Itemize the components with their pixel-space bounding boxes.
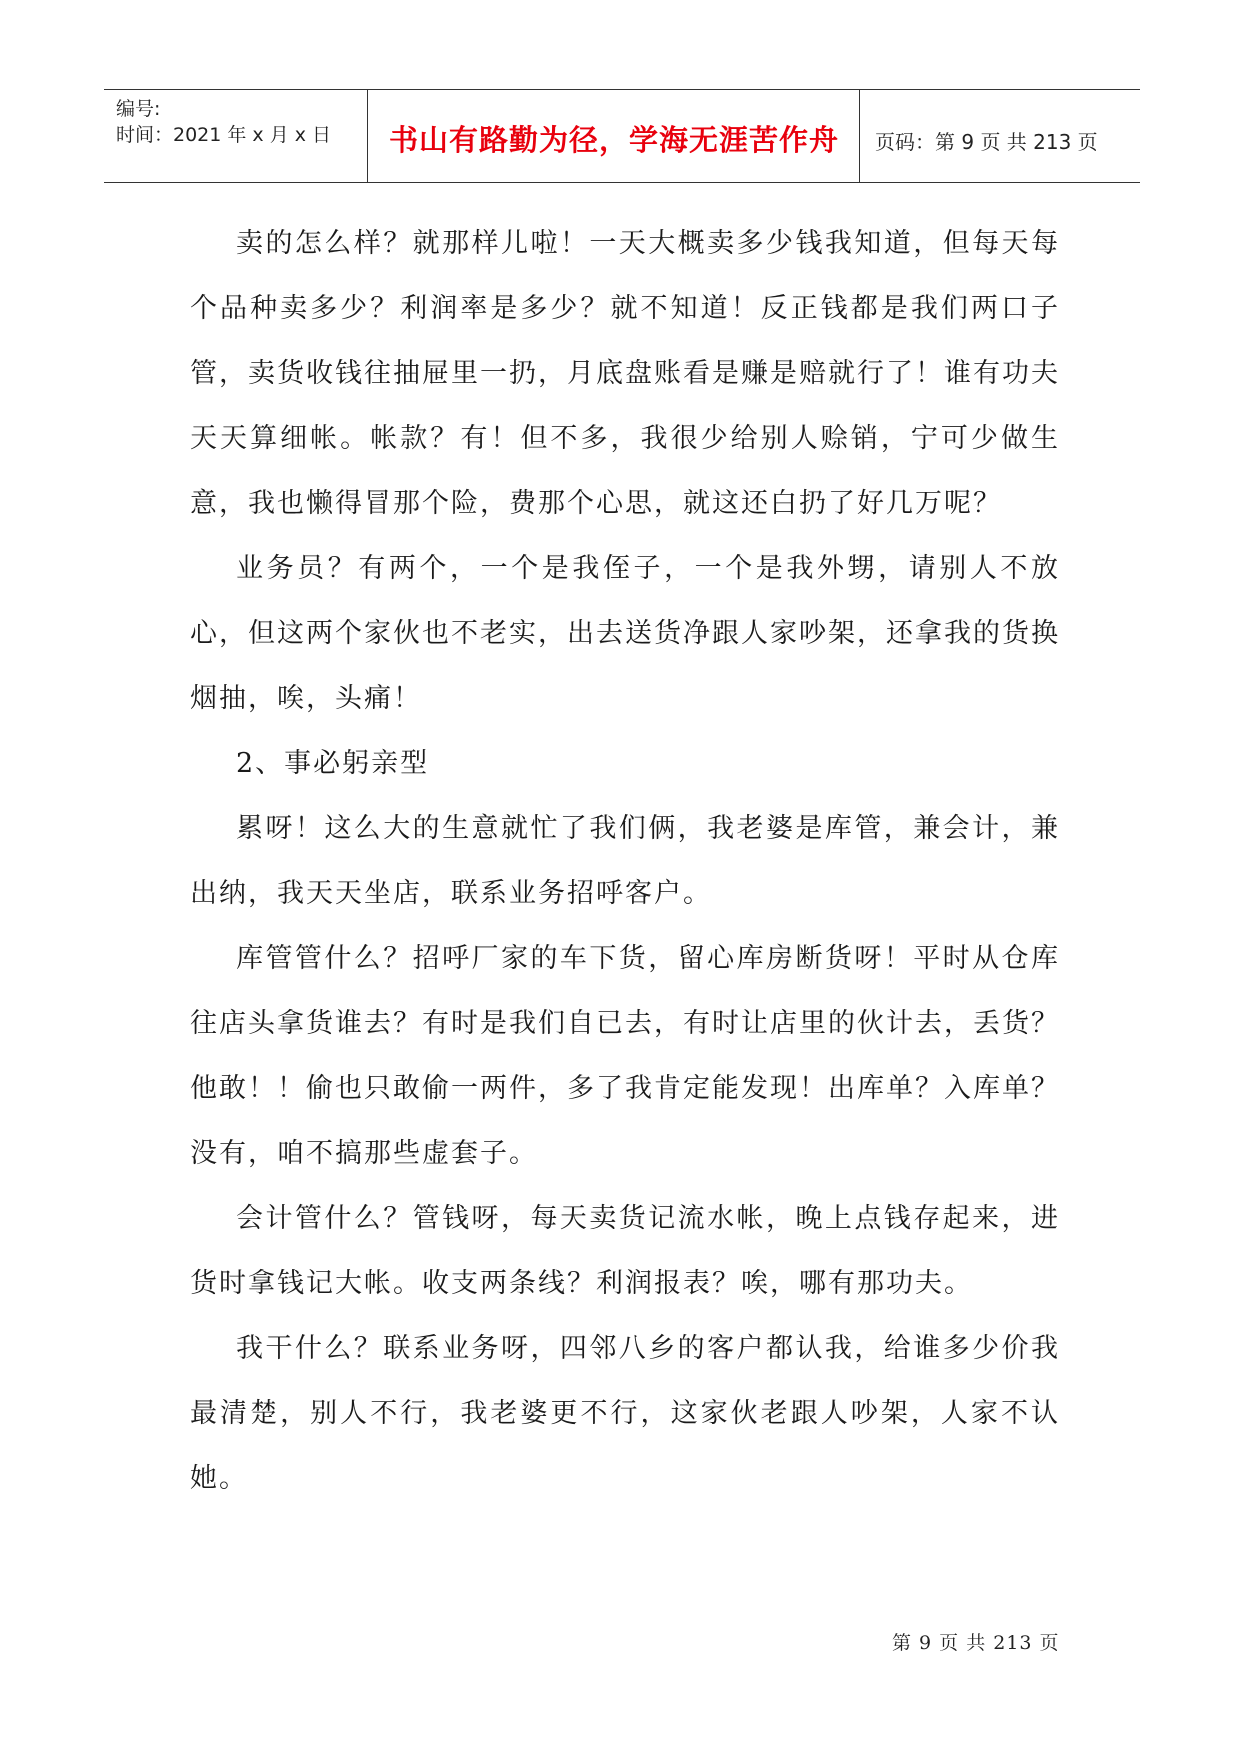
page-header [104, 89, 1140, 183]
page-label: 页码：第 9 页 共 213 页 [875, 130, 1098, 154]
paragraph: 会计管什么？管钱呀，每天卖货记流水帐，晚上点钱存起来，进货时拿钱记大帐。收支两条线？利润报表？唉，哪有那功夫。 [190, 1203, 1060, 1299]
paragraph: 卖的怎么样？就那样儿啦！一天大概卖多少钱我知道，但每天每个品种卖多少？利润率是多少？就不知道！反正钱都是我们两口子管，卖货收钱往抽屉里一扔，月底盘账看是赚是赔就行了！谁有功夫天天算细帐。帐款？有！但不多，我很少给别人赊销，宁可少做生意，我也懒得冒那个险，费那个心思，就这还白扔了好几万呢？ [190, 228, 1060, 519]
section-heading: 2、事必躬亲型 [236, 748, 430, 779]
motto: 书山有路勤为径，学海无涯苦作舟 [388, 123, 839, 157]
paragraph: 库管管什么？招呼厂家的车下货，留心库房断货呀！平时从仓库往店头拿货谁去？有时是我们自已去，有时让店里的伙计去，丢货？他敢！！偷也只敢偷一两件，多了我肯定能发现！出库单？入库单？没有，咱不搞那些虚套子。 [190, 943, 1060, 1169]
number-label: 编号: [116, 98, 161, 120]
time-label: 时间：2021 年 x 月 x 日 [116, 124, 332, 146]
paragraph: 业务员？有两个，一个是我侄子，一个是我外甥，请别人不放心，但这两个家伙也不老实，出去送货净跟人家吵架，还拿我的货换烟抽，唉，头痛！ [190, 553, 1060, 714]
page-footer: 第 9 页 共 213 页 [892, 1632, 1060, 1654]
header-motto-cell [369, 90, 860, 182]
document-body [190, 211, 1060, 1511]
header-page-cell [861, 90, 1140, 182]
paragraph: 我干什么？联系业务呀，四邻八乡的客户都认我，给谁多少价我最清楚，别人不行，我老婆更不行，这家伙老跟人吵架，人家不认她。 [190, 1333, 1060, 1494]
header-info-cell [104, 90, 368, 182]
paragraph: 累呀！这么大的生意就忙了我们俩，我老婆是库管，兼会计，兼出纳，我天天坐店，联系业务招呼客户。 [190, 813, 1060, 909]
